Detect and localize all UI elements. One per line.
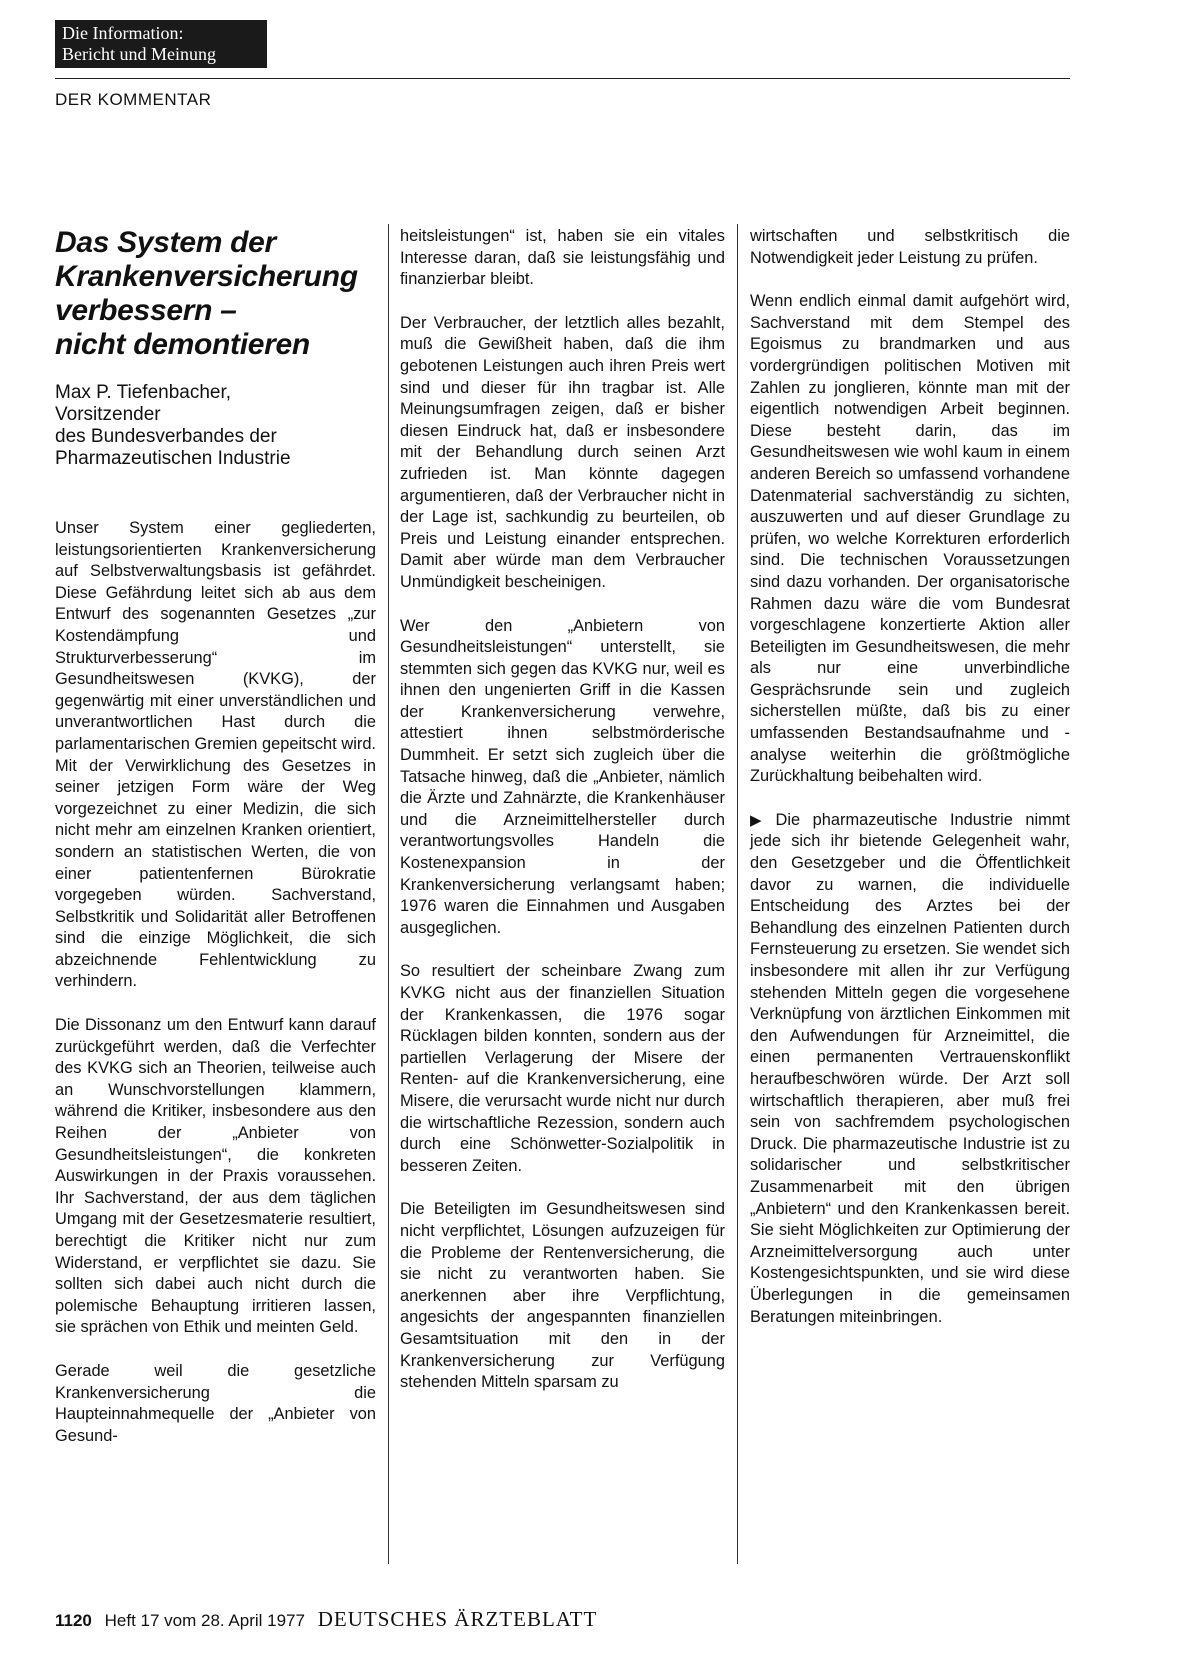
section-label: DER KOMMENTAR — [55, 90, 212, 109]
paragraph: Der Verbraucher, der letztlich alles bezahlt, muß die Gewißheit haben, daß die ihm gebotenen Leistungen auch ihren Preis wert sind und dieser für ihn tragbar ist. Alle Meinungsumfragen zeigen, daß er bisher diesen Eindruck hat, daß er insbesondere mit der Behandlung durch seinen Arzt zufrieden ist. Man könnte dagegen argumentieren, daß der Verbraucher nicht in der Lage ist, sachkundig zu beurteilen, ob Preis und Leistung einander entsprechen. Damit aber würde man dem Verbraucher Unmündigkeit bescheinigen. — [400, 313, 725, 591]
author-role: Vorsitzender — [55, 404, 161, 425]
author-name: Max P. Tiefenbacher, — [55, 382, 232, 403]
paragraph: Wenn endlich einmal damit aufgehört wird, Sachverstand mit dem Stempel des Egoismus zu brandmarken und aus vordergründigen politischen Motiven mit Zahlen zu jonglieren, könnte man mit der eigentlich notwendigen Arbeit beginnen. Diese besteht darin, das im Gesundheitswesen wie wohl kaum in einem anderen Bereich so umfassend vorhandene Datenmaterial sachverständig zu sichten, auszuwerten und auf dieser Grundlage zu prüfen, wo welche Korrekturen erforderlich sind. Die technischen Voraussetzungen sind dazu vorhanden. Der organisatorische Rahmen dazu wäre die vom Bundesrat vorgeschlagene konzertierte Aktion aller Beteiligten im Gesundheitswesen, die mehr als nur eine unverbindliche Gesprächsrunde sein und zugleich sicherstellen müßte, daß bis zu einer umfassenden Bestandsaufnahme und -analyse weiterhin die größtmögliche Zurückhaltung beibehalten wird. — [750, 292, 1070, 786]
title-line: nicht demontieren — [55, 328, 310, 361]
page-footer — [55, 1607, 597, 1632]
column-divider-2 — [737, 224, 738, 1564]
header-rule — [55, 78, 1070, 79]
author-org-2: Pharmazeutischen Industrie — [55, 448, 291, 469]
page-number: 1120 — [55, 1611, 92, 1630]
paragraph: Die Beteiligten im Gesundheitswesen sind nicht verpflichtet, Lösungen aufzuzeigen für die Probleme der Rentenversicherung, die sie nicht zu verantworten haben. Sie anerkennen aber ihre Verpflichtung, angesichts der angespannten finanziellen Gesamtsituation mit den in der Krankenversicherung zur Verfügung stehenden Mitteln sparsam zu — [400, 1200, 725, 1392]
triangle-marker-icon: ▶ — [750, 811, 770, 829]
column-divider-1 — [388, 224, 389, 1564]
issue-info: Heft 17 vom 28. April 1977 — [104, 1611, 305, 1630]
paragraph: Gerade weil die gesetzliche Krankenversicherung die Haupteinnahmequelle der „Anbieter von Gesund- — [55, 1361, 376, 1445]
title-line: Das System der — [55, 226, 276, 259]
badge-line-2: Bericht und Meinung — [62, 44, 216, 64]
article-column-3 — [750, 226, 1070, 1350]
paragraph: heitsleistungen“ ist, haben sie ein vitales Interesse daran, daß sie leistungsfähig und finanzierbar bleibt. — [400, 227, 725, 289]
author-block — [55, 382, 376, 470]
journal-name: DEUTSCHES ÄRZTEBLATT — [317, 1607, 598, 1631]
paragraph: Wer den „Anbietern von Gesundheitsleistungen“ unterstellt, sie stemmten sich gegen das KVKG nur, weil es ihnen den ungenierten Griff in die Kassen der Krankenversicherung verwehre, attestiert ihnen selbstmörderische Dummheit. Er setzt sich zugleich über die Tatsache hinweg, daß die „Anbieter, nämlich die Ärzte und Zahnärzte, die Krankenhäuser und die Arzneimittelhersteller durch verantwortungsvolles Handeln die Kostenexpansion in der Krankenversicherung verlangsamt haben; 1976 waren die Einnahmen und Ausgaben ausgeglichen. — [400, 616, 725, 937]
paragraph: Die Dissonanz um den Entwurf kann darauf zurückgeführt werden, daß die Verfechter des KVKG sich an Theorien, teilweise auch an Wunschvorstellungen klammern, während die Kritiker, insbesondere aus den Reihen der „Anbieter von Gesundheitsleistungen“, die konkreten Auswirkungen in der Praxis voraussehen. Ihr Sachverstand, der aus dem täglichen Umgang mit der Gesetzesmaterie resultiert, berechtigt die Kritiker nicht nur zum Widerstand, er verpflichtet sie dazu. Sie sollten sich dabei auch nicht durch die polemische Behauptung irritieren lassen, sie sprächen von Ethik und meinten Geld. — [55, 1016, 376, 1337]
paragraph: So resultiert der scheinbare Zwang zum KVKG nicht aus der finanziellen Situation der Krankenkassen, die 1976 sogar Rücklagen bilden konnten, sondern aus der partiellen Verlagerung der Misere der Renten- auf die Krankenversicherung, eine Misere, die verursacht wurde nicht nur durch die wirtschaftliche Rezession, sondern auch durch eine Schönwetter-Sozialpolitik in besseren Zeiten. — [400, 962, 725, 1175]
paragraph-with-marker — [750, 810, 1070, 1328]
paragraph-text: Die pharmazeutische Industrie nimmt jede sich ihr bietende Gelegenheit wahr, den Gesetzgeber und die Öffentlichkeit davor zu warnen, die individuelle Entscheidung des Arztes bei der Behandlung des einzelnen Patienten durch Fernsteuerung zu ersetzen. Sie wendet sich insbesondere mit allen ihr zur Verfügung stehenden Mitteln gegen die vorgesehene Verknüpfung von ärztlichen Einkommen mit den Aufwendungen für Arzneimittel, die einen permanenten Vertrauenskonflikt heraufbeschwören würde. Der Arzt soll wirtschaftlich therapieren, aber muß frei sein von sachfremdem psychologischen Druck. Die pharmazeutische Industrie ist zu solidarischer und selbstkritischer Zusammenarbeit mit den übrigen „Anbietern“ und den Krankenkassen bereit. Sie sieht Möglichkeiten zur Optimierung der Arzneimittelversorgung auch unter Kostengesichtspunkten, und sie wird diese Überlegungen in die gemeinsamen Beratungen miteinbringen. — [750, 810, 1070, 1326]
section-badge — [55, 20, 267, 68]
paragraph: wirtschaften und selbstkritisch die Notwendigkeit jeder Leistung zu prüfen. — [750, 227, 1070, 267]
article-title — [55, 226, 376, 362]
article-column-1 — [55, 226, 376, 1469]
paragraph: Unser System einer gegliederten, leistungsorientierten Krankenversicherung auf Selbstverwaltungsbasis ist gefährdet. Diese Gefährdung leitet sich ab aus dem Entwurf des sogenannten Gesetzes „zur Kostendämpfung und Strukturverbesserung“ im Gesundheitswesen (KVKG), der gegenwärtig mit einer unverständlichen und unverantwortlichen Hast durch die parlamentarischen Gremien gepeitscht wird. Mit der Verwirklichung des Gesetzes in seiner jetzigen Form wäre der Weg vorgezeichnet zu einer Medizin, die sich nicht mehr am einzelnen Kranken orientiert, sondern an statistischen Werten, die von einer patientenfernen Bürokratie vorgegeben würden. Sachverstand, Selbstkritik und Solidarität aller Betroffenen sind die einzige Möglichkeit, die sich abzeichnende Fehlentwicklung zu verhindern. — [55, 519, 376, 991]
title-line: Krankenversicherung — [55, 260, 358, 293]
author-org-1: des Bundesverbandes der — [55, 426, 277, 447]
title-line: verbessern – — [55, 294, 237, 327]
article-column-2 — [400, 226, 725, 1416]
badge-line-1: Die Information: — [62, 23, 184, 43]
